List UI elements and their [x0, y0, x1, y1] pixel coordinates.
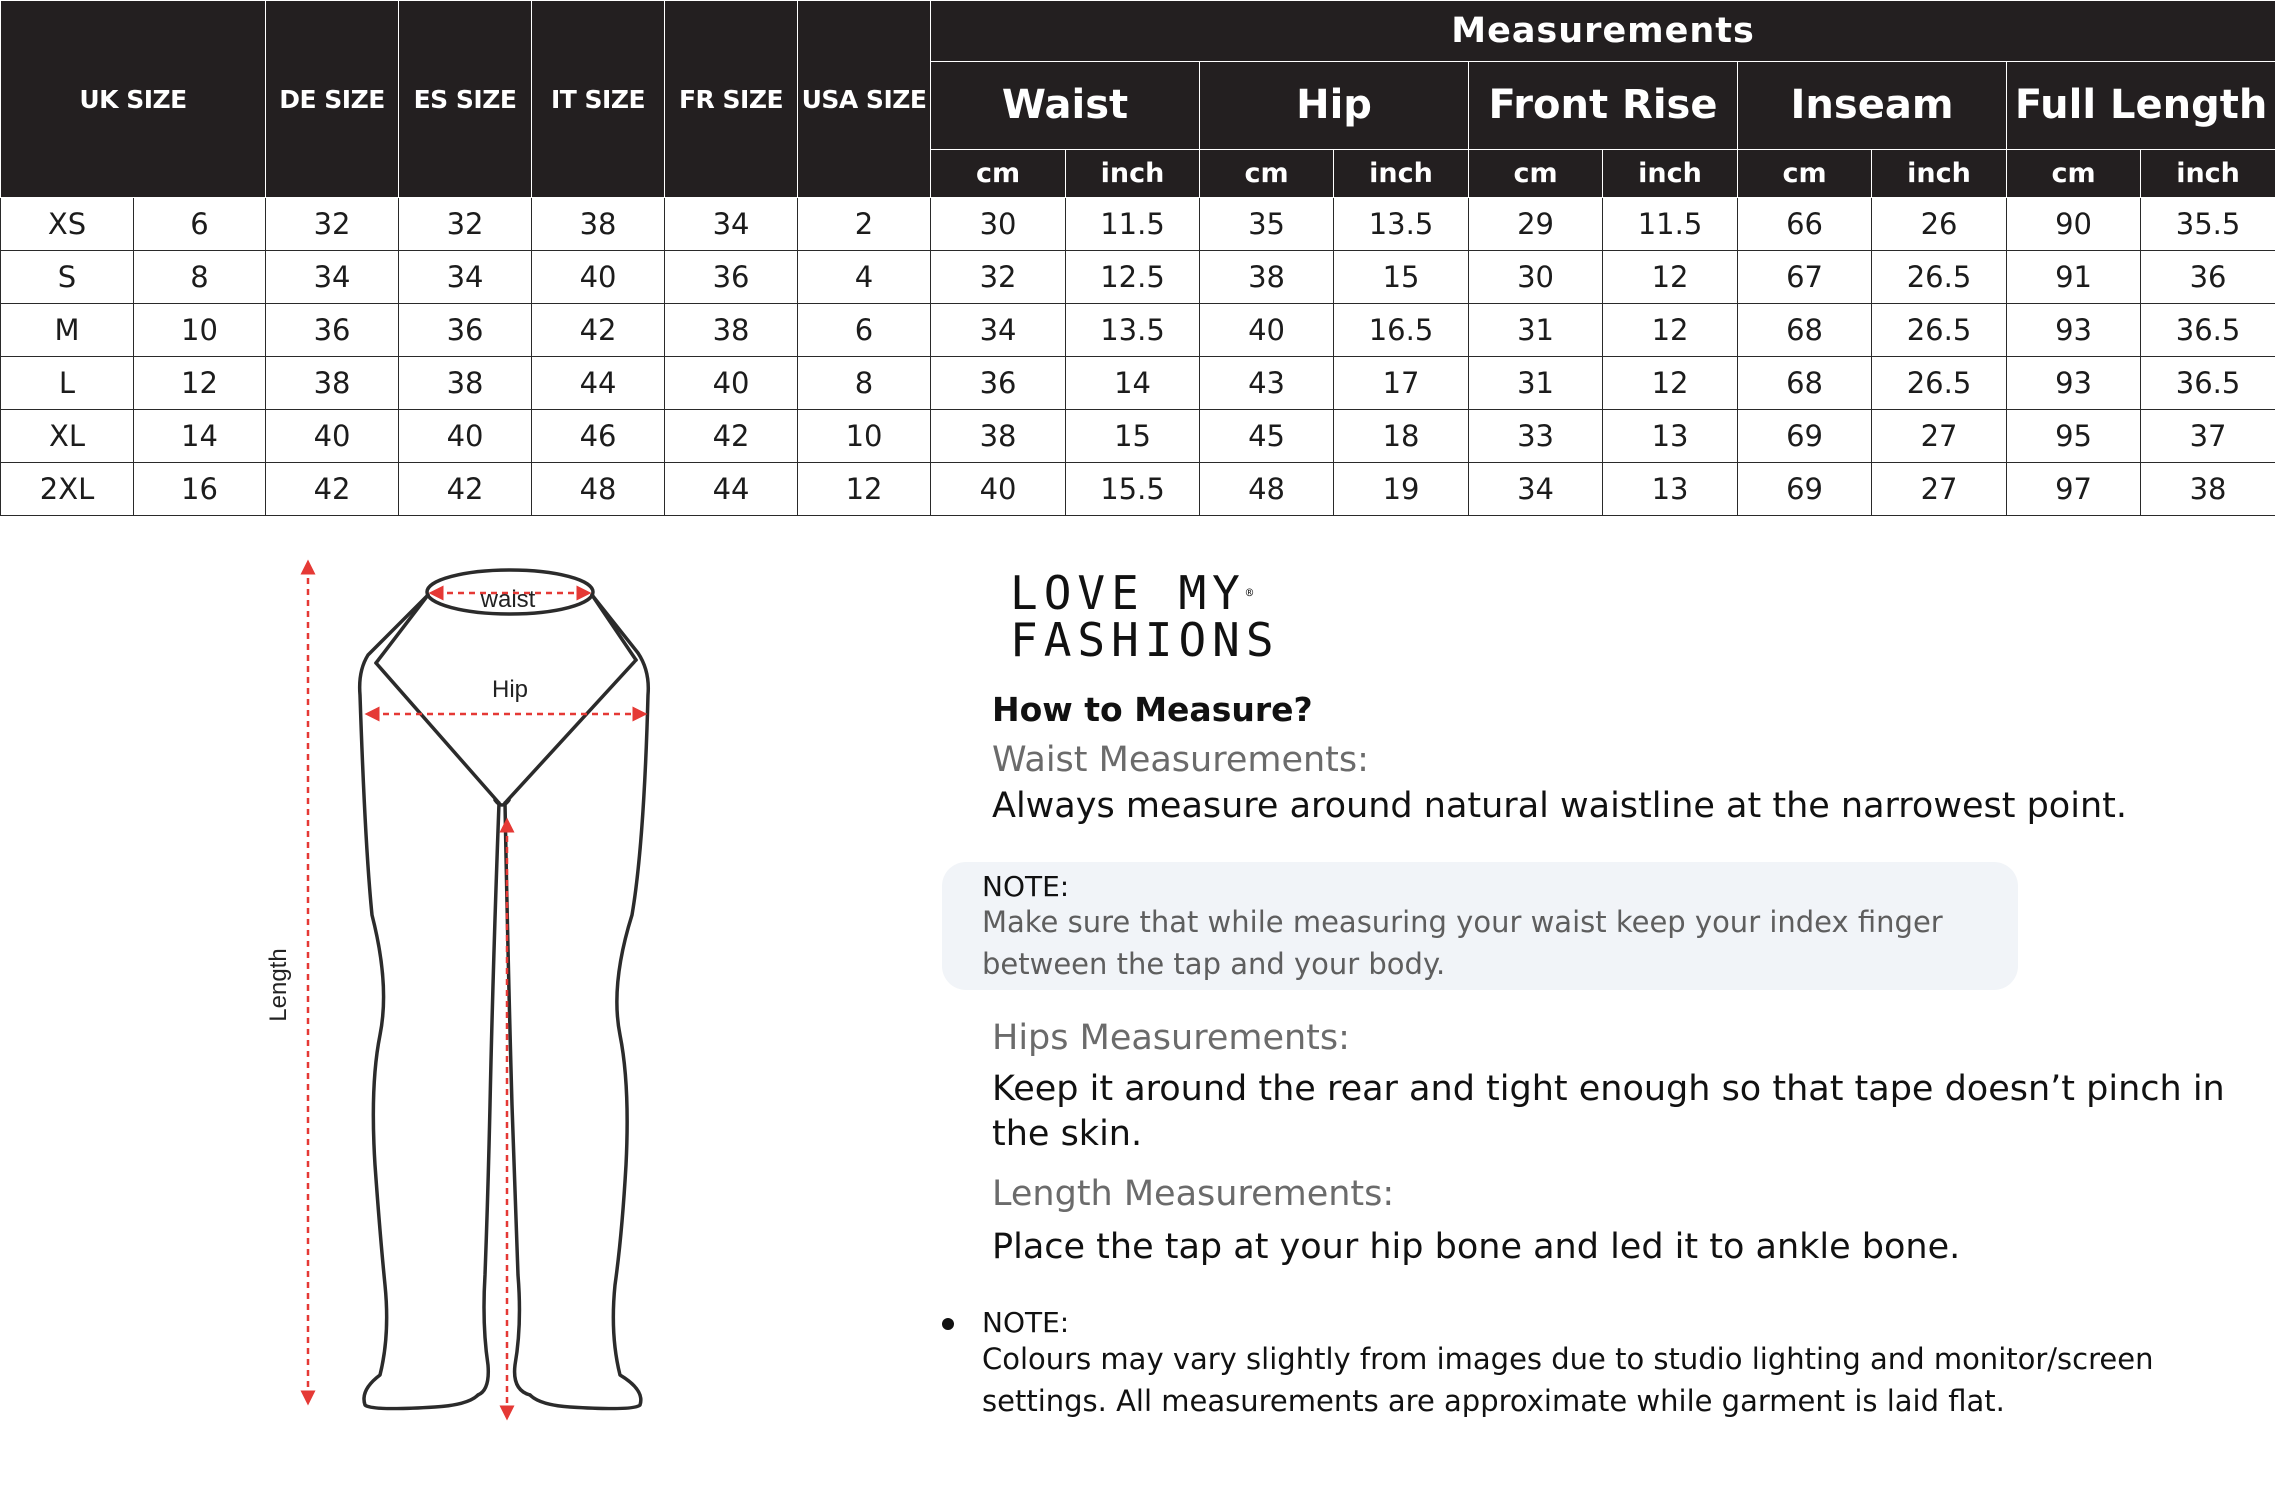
table-cell: 67 — [1738, 251, 1872, 304]
table-cell: 38 — [1200, 251, 1334, 304]
header-waist: Waist — [931, 61, 1200, 149]
table-cell: 34 — [1469, 463, 1603, 516]
table-cell: 26.5 — [1872, 251, 2007, 304]
table-cell: 91 — [2007, 251, 2141, 304]
measurement-diagram — [240, 545, 690, 1465]
unit-cm: cm — [1738, 149, 1872, 198]
table-cell: 13 — [1603, 463, 1738, 516]
disclaimer-note-text: Colours may vary slightly from images due to studio lighting and monitor/screen settings. All measurements are approximate while garment is laid flat. — [982, 1342, 2154, 1418]
table-cell: 14 — [1066, 357, 1200, 410]
table-cell: 68 — [1738, 304, 1872, 357]
table-cell: 15.5 — [1066, 463, 1200, 516]
header-measurements: Measurements — [931, 1, 2275, 62]
table-cell: 38 — [2141, 463, 2275, 516]
unit-inch: inch — [2141, 149, 2275, 198]
table-cell: 40 — [532, 251, 665, 304]
table-cell: 32 — [399, 198, 532, 251]
table-cell: M — [1, 304, 134, 357]
table-cell: 34 — [399, 251, 532, 304]
table-row — [1, 410, 2275, 463]
table-row — [1, 251, 2275, 304]
table-cell: 35 — [1200, 198, 1334, 251]
table-cell: 13.5 — [1066, 304, 1200, 357]
table-cell: 69 — [1738, 463, 1872, 516]
table-cell: 6 — [798, 304, 931, 357]
table-cell: 14 — [134, 410, 266, 463]
table-cell: 12.5 — [1066, 251, 1200, 304]
table-cell: 48 — [532, 463, 665, 516]
table-cell: 4 — [798, 251, 931, 304]
table-cell: 17 — [1334, 357, 1469, 410]
table-row — [1, 198, 2275, 251]
table-cell: 32 — [931, 251, 1066, 304]
table-cell: 90 — [2007, 198, 2141, 251]
disclaimer-note-label: NOTE: — [982, 1306, 1070, 1339]
table-cell: 40 — [399, 410, 532, 463]
table-cell: 15 — [1066, 410, 1200, 463]
table-cell: 43 — [1200, 357, 1334, 410]
table-cell: 8 — [134, 251, 266, 304]
table-cell: 34 — [665, 198, 798, 251]
hips-section-text: Keep it around the rear and tight enough so that tape doesn’t pinch in the skin. — [992, 1069, 2225, 1154]
table-cell: 34 — [266, 251, 399, 304]
table-cell: 42 — [532, 304, 665, 357]
table-cell: 44 — [532, 357, 665, 410]
header-fr-size: FR SIZE — [665, 1, 798, 198]
table-cell: 93 — [2007, 304, 2141, 357]
table-cell: 13 — [1603, 410, 1738, 463]
size-table-body — [1, 198, 2275, 516]
table-cell: 12 — [1603, 251, 1738, 304]
brand-logo — [1010, 566, 1280, 667]
waist-section-text: Always measure around natural waistline at the narrowest point. — [992, 786, 2127, 826]
unit-inch: inch — [1066, 149, 1200, 198]
brand-line2: FASHIONS — [1010, 613, 1280, 667]
table-cell: 11.5 — [1603, 198, 1738, 251]
waist-label: waist — [480, 586, 536, 613]
size-chart-table — [0, 0, 2275, 516]
table-cell: 12 — [798, 463, 931, 516]
header-es-size: ES SIZE — [399, 1, 532, 198]
table-cell: 2 — [798, 198, 931, 251]
table-cell: 12 — [1603, 304, 1738, 357]
hip-label: Hip — [491, 676, 529, 703]
table-cell: 36 — [266, 304, 399, 357]
unit-cm: cm — [1200, 149, 1334, 198]
table-cell: S — [1, 251, 134, 304]
table-cell: 31 — [1469, 357, 1603, 410]
header-uk-size: UK SIZE — [1, 1, 266, 198]
table-cell: 38 — [532, 198, 665, 251]
table-cell: 27 — [1872, 410, 2007, 463]
table-cell: 36.5 — [2141, 357, 2275, 410]
table-cell: 48 — [1200, 463, 1334, 516]
length-section-title: Length Measurements: — [992, 1174, 1395, 1214]
unit-inch: inch — [1334, 149, 1469, 198]
table-cell: 66 — [1738, 198, 1872, 251]
table-cell: 38 — [266, 357, 399, 410]
table-cell: 45 — [1200, 410, 1334, 463]
table-cell: 68 — [1738, 357, 1872, 410]
table-cell: 8 — [798, 357, 931, 410]
brand-line1: LOVE MY® — [1010, 566, 1254, 620]
hips-section-title: Hips Measurements: — [992, 1018, 1350, 1058]
table-cell: 30 — [931, 198, 1066, 251]
table-cell: 19 — [1334, 463, 1469, 516]
table-cell: XS — [1, 198, 134, 251]
table-cell: 2XL — [1, 463, 134, 516]
table-cell: XL — [1, 410, 134, 463]
length-label: Length — [265, 948, 292, 1022]
table-cell: 16.5 — [1334, 304, 1469, 357]
table-cell: 26.5 — [1872, 304, 2007, 357]
table-cell: 12 — [1603, 357, 1738, 410]
waist-note-text: Make sure that while measuring your waist keep your index finger between the tap and your body. — [982, 905, 1943, 981]
table-cell: 42 — [399, 463, 532, 516]
unit-inch: inch — [1603, 149, 1738, 198]
table-cell: 37 — [2141, 410, 2275, 463]
table-cell: 10 — [134, 304, 266, 357]
waist-section-title: Waist Measurements: — [992, 740, 1369, 780]
table-cell: 42 — [665, 410, 798, 463]
header-hip: Hip — [1200, 61, 1469, 149]
unit-cm: cm — [931, 149, 1066, 198]
table-cell: 26 — [1872, 198, 2007, 251]
table-cell: 40 — [665, 357, 798, 410]
table-cell: 38 — [665, 304, 798, 357]
table-cell: 44 — [665, 463, 798, 516]
table-cell: 46 — [532, 410, 665, 463]
table-cell: 35.5 — [2141, 198, 2275, 251]
table-cell: 33 — [1469, 410, 1603, 463]
table-cell: 18 — [1334, 410, 1469, 463]
table-cell: 30 — [1469, 251, 1603, 304]
header-full-length: Full Length — [2007, 61, 2275, 149]
guide-title: How to Measure? — [992, 690, 1313, 729]
table-cell: 15 — [1334, 251, 1469, 304]
table-row — [1, 357, 2275, 410]
table-row — [1, 463, 2275, 516]
table-cell: 26.5 — [1872, 357, 2007, 410]
table-cell: 11.5 — [1066, 198, 1200, 251]
header-it-size: IT SIZE — [532, 1, 665, 198]
bullet-dot — [942, 1318, 954, 1330]
table-cell: 16 — [134, 463, 266, 516]
table-cell: 36 — [665, 251, 798, 304]
table-cell: 95 — [2007, 410, 2141, 463]
table-cell: 36 — [399, 304, 532, 357]
unit-cm: cm — [2007, 149, 2141, 198]
header-de-size: DE SIZE — [266, 1, 399, 198]
header-usa-size: USA SIZE — [798, 1, 931, 198]
table-cell: 93 — [2007, 357, 2141, 410]
table-cell: 40 — [266, 410, 399, 463]
table-cell: 32 — [266, 198, 399, 251]
header-inseam: Inseam — [1738, 61, 2007, 149]
table-cell: 6 — [134, 198, 266, 251]
table-cell: 97 — [2007, 463, 2141, 516]
table-cell: 34 — [931, 304, 1066, 357]
table-cell: L — [1, 357, 134, 410]
header-front-rise: Front Rise — [1469, 61, 1738, 149]
unit-inch: inch — [1872, 149, 2007, 198]
table-cell: 13.5 — [1334, 198, 1469, 251]
table-cell: 36 — [931, 357, 1066, 410]
table-cell: 38 — [399, 357, 532, 410]
table-cell: 42 — [266, 463, 399, 516]
table-cell: 31 — [1469, 304, 1603, 357]
registered-mark: ® — [1245, 586, 1254, 600]
table-cell: 40 — [1200, 304, 1334, 357]
table-cell: 36.5 — [2141, 304, 2275, 357]
waist-note-label: NOTE: — [982, 870, 1070, 903]
table-cell: 10 — [798, 410, 931, 463]
length-section-text: Place the tap at your hip bone and led it to ankle bone. — [992, 1227, 1961, 1267]
table-cell: 27 — [1872, 463, 2007, 516]
measurement-arrows — [308, 567, 640, 1413]
table-row — [1, 304, 2275, 357]
table-cell: 69 — [1738, 410, 1872, 463]
table-cell: 40 — [931, 463, 1066, 516]
table-cell: 36 — [2141, 251, 2275, 304]
table-cell: 38 — [931, 410, 1066, 463]
unit-cm: cm — [1469, 149, 1603, 198]
table-cell: 29 — [1469, 198, 1603, 251]
table-cell: 12 — [134, 357, 266, 410]
